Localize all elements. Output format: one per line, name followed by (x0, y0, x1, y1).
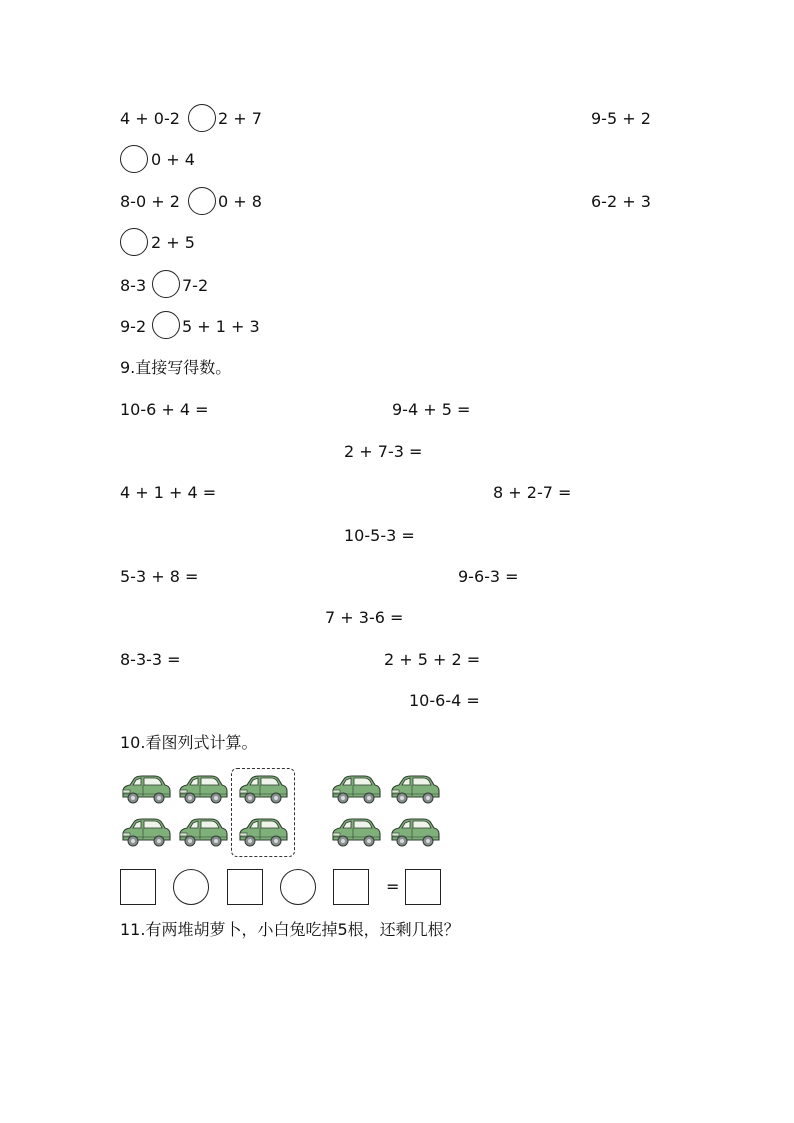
answer-box-1[interactable] (120, 869, 156, 905)
car-icon (389, 774, 441, 806)
compare-row-6-right: 5 + 1 + 3 (182, 317, 260, 336)
car-icon (177, 774, 229, 806)
compare-row-3-far: 6-2 + 3 (591, 192, 651, 211)
compare-row-3-right: 0 + 8 (218, 192, 262, 211)
q9-item: 2 + 7-3 = (344, 442, 423, 461)
q9-item: 10-6-4 = (409, 691, 480, 710)
compare-circle-4[interactable] (120, 228, 148, 256)
answer-box-3[interactable] (333, 869, 369, 905)
compare-circle-1[interactable] (188, 104, 216, 132)
car-icon (330, 817, 382, 849)
q10-title: 10.看图列式计算。 (120, 733, 258, 752)
compare-circle-2[interactable] (120, 145, 148, 173)
compare-row-1-left: 4 + 0-2 (120, 109, 180, 128)
compare-row-1-far: 9-5 + 2 (591, 109, 651, 128)
q9-item: 9-4 + 5 = (392, 400, 471, 419)
car-icon (177, 817, 229, 849)
q9-item: 10-6 + 4 = (120, 400, 209, 419)
q9-item: 8 + 2-7 = (493, 483, 572, 502)
q9-title: 9.直接写得数。 (120, 358, 232, 377)
compare-row-6-left: 9-2 (120, 317, 147, 336)
compare-circle-6[interactable] (152, 311, 180, 339)
compare-row-2: 0 + 4 (151, 150, 195, 169)
operator-circle-2[interactable] (280, 869, 316, 905)
car-icon (120, 817, 172, 849)
car-icon (389, 817, 441, 849)
q9-item: 5-3 + 8 = (120, 567, 199, 586)
car-icon (120, 774, 172, 806)
q11-title: 11.有两堆胡萝卜，小白兔吃掉5根，还剩几根？ (120, 920, 460, 939)
q9-item: 8-3-3 = (120, 650, 181, 669)
compare-row-1-right: 2 + 7 (218, 109, 262, 128)
q9-item: 10-5-3 = (344, 526, 415, 545)
compare-row-4: 2 + 5 (151, 233, 195, 252)
compare-circle-5[interactable] (152, 270, 180, 298)
compare-row-5-right: 7-2 (182, 276, 209, 295)
answer-box-2[interactable] (227, 869, 263, 905)
compare-row-3-left: 8-0 + 2 (120, 192, 180, 211)
q9-item: 4 + 1 + 4 = (120, 483, 217, 502)
answer-box-result[interactable] (405, 869, 441, 905)
car-icon (237, 774, 289, 806)
q9-item: 9-6-3 = (458, 567, 519, 586)
compare-circle-3[interactable] (188, 187, 216, 215)
q9-item: 2 + 5 + 2 = (384, 650, 481, 669)
equals-sign: = (386, 877, 400, 896)
car-icon (330, 774, 382, 806)
operator-circle-1[interactable] (173, 869, 209, 905)
compare-row-5-left: 8-3 (120, 276, 147, 295)
car-icon (237, 817, 289, 849)
q9-item: 7 + 3-6 = (325, 608, 404, 627)
